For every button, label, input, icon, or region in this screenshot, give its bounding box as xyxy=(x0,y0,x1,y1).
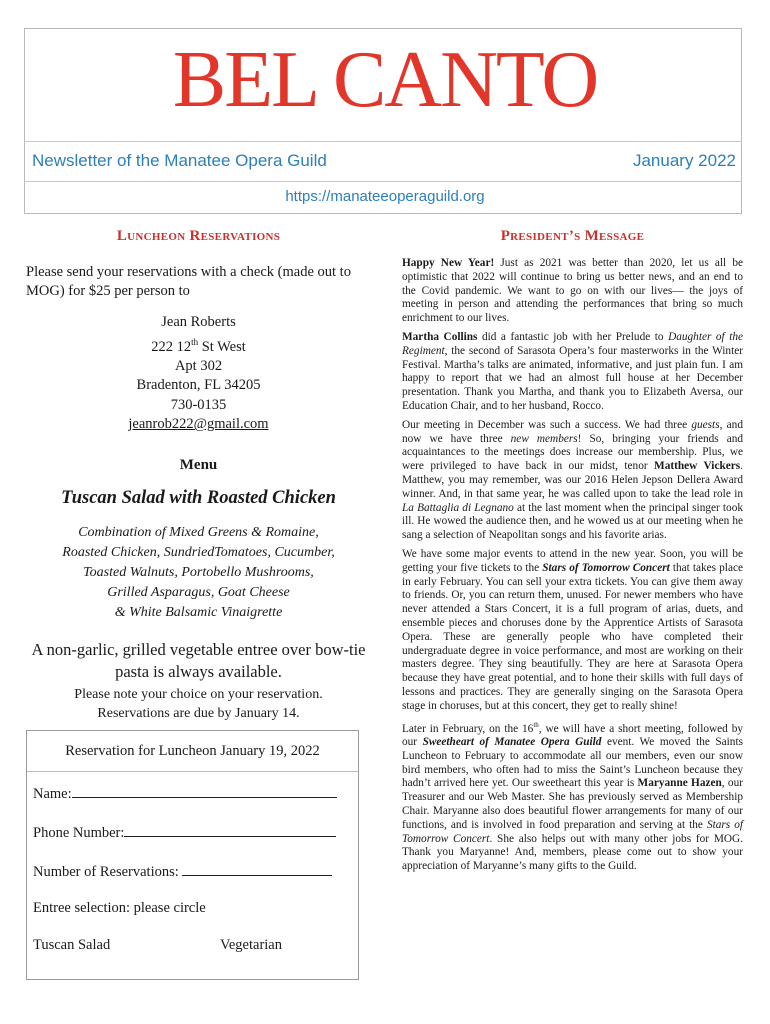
website-link[interactable]: https://manateeoperaguild.org xyxy=(285,188,485,205)
name-line[interactable] xyxy=(72,783,337,798)
paragraph xyxy=(402,548,743,714)
ordinal-suffix: th xyxy=(533,720,539,729)
text: Our meeting in December was such a success. We had three xyxy=(402,418,692,431)
text: did a fantastic job with her Prelude to xyxy=(477,330,669,343)
text: We have some major events to attend in the new year. Soon, you will be getting your five tickets to the xyxy=(402,547,743,574)
luncheon-intro: Please send your reservations with a check (made out to MOG) for $25 per person to xyxy=(26,264,351,299)
text: event. We moved the Saints Luncheon to February to accommodate all our members, even our snow bird members, who often had to miss the Saint’s Luncheon because they hadn’t arrived here yet. Our sweetheart this year is xyxy=(402,736,743,790)
text: Just as 2021 was better than 2020, let us all be optimistic that 2022 will continue to bring us better news, and an end to the Covid pandemic. We want to go on with our lives— the joys of meeting in person and attending the performances that bring so much enrichment to our lives. xyxy=(402,257,744,325)
count-field[interactable] xyxy=(33,861,332,881)
form-title: Reservation for Luncheon January 19, 2022 xyxy=(65,743,320,759)
reservation-note xyxy=(26,685,371,724)
text: . Matthew, you may remember, was our 2016 Helen Jepson Dellera Award winner. And, in that same year, he was called upon to take the lead role in xyxy=(402,460,743,500)
dish-desc-line: Grilled Asparagus, Goat Cheese xyxy=(107,584,290,600)
street-name: St West xyxy=(198,338,246,355)
contact-phone: 730-0135 xyxy=(170,396,227,413)
paragraph xyxy=(402,419,743,543)
mailing-address xyxy=(26,313,371,435)
alt-line: pasta is always available. xyxy=(115,661,282,681)
president-column xyxy=(402,226,743,879)
paragraph xyxy=(402,719,743,875)
issue-date: January 2022 xyxy=(632,151,736,170)
form-divider xyxy=(27,771,358,772)
greeting: Happy New Year! xyxy=(402,257,495,269)
president-title: President’s Message xyxy=(500,228,645,244)
bold-name: Maryanne Hazen xyxy=(637,777,722,790)
phone-label: Phone Number: xyxy=(33,825,125,841)
bold-name: Martha Collins xyxy=(402,330,478,343)
choice-tuscan-salad[interactable]: Tuscan Salad xyxy=(33,937,111,953)
address-street xyxy=(26,333,371,357)
luncheon-column xyxy=(26,226,371,724)
entree-selection: Entree selection: please circle xyxy=(33,900,206,916)
contact-email[interactable]: jeanrob222@gmail.com xyxy=(128,416,269,433)
menu-heading: Menu xyxy=(179,456,218,473)
emphasis: guests xyxy=(691,418,720,431)
header-divider xyxy=(24,141,742,142)
reservation-form xyxy=(26,730,359,980)
emphasis: new members xyxy=(510,432,578,445)
alt-line: A non-garlic, grilled vegetable entree over bow-tie xyxy=(31,639,366,659)
note-line: Reservations are due by January 14. xyxy=(97,706,300,722)
dish-desc-line: Roasted Chicken, SundriedTomatoes, Cucumber, xyxy=(62,544,335,560)
phone-field[interactable] xyxy=(33,822,336,842)
event-title: Stars of Tomorrow Concert xyxy=(542,561,670,574)
dish-title: Tuscan Salad with Roasted Chicken xyxy=(61,487,336,508)
event-title: Sweetheart of Manatee Opera Guild xyxy=(422,736,602,749)
bold-name: Matthew Vickers xyxy=(654,460,741,473)
luncheon-title: Luncheon Reservations xyxy=(116,228,281,244)
contact-name: Jean Roberts xyxy=(161,314,236,330)
dish-desc-line: Toasted Walnuts, Portobello Mushrooms, xyxy=(83,564,314,580)
phone-line[interactable] xyxy=(124,822,336,837)
note-line: Please note your choice on your reservation. xyxy=(74,686,323,702)
opera-title: Daughter of the Regiment xyxy=(402,330,744,357)
paragraph xyxy=(402,257,743,326)
choice-vegetarian[interactable]: Vegetarian xyxy=(220,937,282,953)
text: , and now we have three xyxy=(402,418,743,445)
address-apt: Apt 302 xyxy=(174,357,223,374)
text: at the last moment when the principal singer took ill. He wowed the audience then, and he wowed us at our meeting when he sang a selection of Neapolitan songs and his favorite arias. xyxy=(402,501,744,542)
count-line[interactable] xyxy=(182,861,332,876)
dish-desc-line: Combination of Mixed Greens & Romaine, xyxy=(78,524,319,540)
address-city: Bradenton, FL 34205 xyxy=(136,377,261,394)
name-label: Name: xyxy=(33,786,72,802)
street-suffix: th xyxy=(191,336,199,347)
street-number: 222 12 xyxy=(151,338,192,355)
opera-title: La Battaglia di Legnano xyxy=(402,501,514,514)
text: that takes place in early February. You can sell your extra tickets. You can give them away to friends. Or, you can return them, unused. For newer members who have never attended a Stars Concert, it is a full program of arias, duets, and ensemble pieces and choruses done by the Apprentice Artists of Sarasota Opera. These are generally people who have completed their undergraduate degree in voice performance, and most are working on their masters degree. They sing beautifully. They are here at Sarasota Opera because they have great potential, and to hone their skills with full days of lessons and practices. They are generally singing on the Sarasota Opera stage in choruses, but at this concert, they get to really shine! xyxy=(402,561,743,712)
count-label: Number of Reservations: xyxy=(33,864,183,880)
text: Later in February, on the 16 xyxy=(402,722,534,735)
vegetarian-option xyxy=(26,639,371,683)
text: . She also helps out with many other jobs for MOG. Thank you Maryanne! And, members, please come out to show your appreciation of Maryanne’s many gifts to the Guild. xyxy=(402,832,743,873)
newsletter-masthead: BEL CANTO xyxy=(172,36,598,124)
header-divider-2 xyxy=(24,181,742,182)
name-field[interactable] xyxy=(33,783,337,803)
dish-description xyxy=(26,523,371,623)
text: ! So, bringing your friends and acquaintances to the meetings does increase our membership. Plus, we were privileged to have back in our midst, tenor xyxy=(402,432,744,473)
text: , the second of Sarasota Opera’s four masterworks in the Winter Festival. Martha’s talks are animated, informative, and just plain fun. I am happy to report that we had an almost full house at her December presentation. Thank you Martha, and thank you to Elizabeth Aversa, our Education Chair, and to her husband, Rocco. xyxy=(402,344,743,412)
paragraph xyxy=(402,331,743,414)
text: , our Treasurer and our Web Master. She has previously served as Membership Chair. Maryanne also does beautiful flower arrangements for many of our functions, and is involved in food preparation and serving at the xyxy=(402,777,743,831)
entree-choices xyxy=(33,937,353,954)
text: , we will have a short meeting, followed by our xyxy=(402,722,744,749)
dish-desc-line: & White Balsamic Vinaigrette xyxy=(114,604,283,620)
event-title: Stars of Tomorrow Concert xyxy=(402,818,743,845)
newsletter-subtitle: Newsletter of the Manatee Opera Guild xyxy=(32,151,327,170)
